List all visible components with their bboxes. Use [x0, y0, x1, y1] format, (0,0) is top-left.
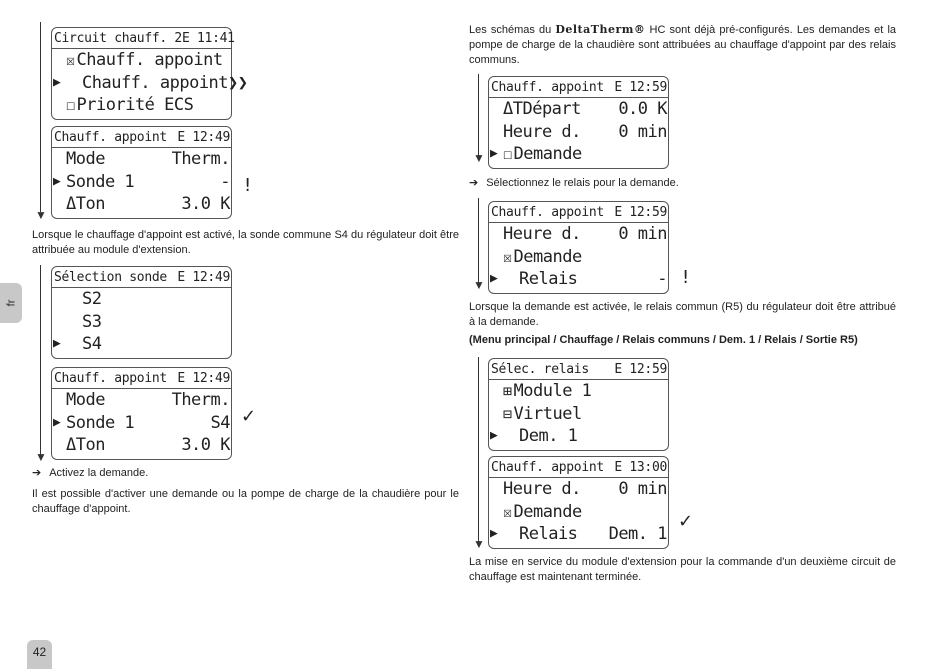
lcd-item: Chauff. appoint — [76, 50, 223, 70]
paragraph: Lorsque le chauffage d'appoint est activé, la sonde commune S4 du régulateur doit être attribuée au module d'extension. — [32, 229, 459, 256]
brand-name: DeltaTherm® — [555, 23, 646, 36]
lcd-chauff-appoint-r2 — [488, 201, 669, 294]
lcd-title: Chauff. appoint — [491, 79, 604, 95]
lcd-item: Heure d. — [503, 121, 581, 142]
lcd-time: E 12:59 — [614, 204, 667, 220]
flow-arrow-down-icon: ▼ — [473, 278, 485, 292]
lcd-item: S4 — [82, 334, 102, 354]
lcd-item: Relais — [519, 524, 578, 544]
flow-arrow-down-icon: ▼ — [473, 151, 485, 165]
checked-box-icon: ☒ — [503, 247, 512, 266]
lcd-selec-relais — [488, 358, 669, 451]
lcd-value: 0 min — [618, 224, 667, 244]
language-tab: fr — [0, 283, 22, 323]
lcd-value: 3.0 K — [181, 194, 230, 214]
lcd-title: Chauff. appoint — [54, 370, 167, 386]
lcd-item: S3 — [82, 311, 102, 332]
lcd-chauff-appoint-r3 — [488, 456, 669, 549]
right-arrow-icon: ➔ — [32, 466, 42, 479]
lcd-item: S2 — [82, 289, 102, 309]
lcd-value: S4 — [210, 412, 230, 433]
lcd-time: E 12:59 — [614, 79, 667, 95]
lcd-value: - — [657, 269, 667, 289]
lcd-value: - — [220, 171, 230, 192]
lcd-title: Chauff. appoint — [54, 129, 167, 145]
menu-path: (Menu principal / Chauffage / Relais communs / Dem. 1 / Relais / Sortie R5) — [469, 334, 858, 346]
cursor-arrow-icon: ▶ — [490, 271, 498, 286]
lcd-title: Chauff. appoint — [491, 459, 604, 475]
lcd-item: Demande — [513, 501, 582, 522]
lcd-item: Chauff. appoint — [82, 72, 229, 93]
cursor-arrow-icon: ▶ — [53, 414, 61, 430]
lcd-time: E 12:49 — [177, 269, 230, 285]
cursor-arrow-icon: ▶ — [53, 173, 61, 189]
collapse-box-icon: ⊟ — [503, 404, 512, 423]
lcd-item: Mode — [66, 149, 105, 169]
lcd-chauff-appoint-r1 — [488, 76, 669, 169]
unchecked-box-icon: ☐ — [66, 96, 75, 114]
paragraph: Les schémas du DeltaTherm® HC sont déjà pré-configurés. Les demandes et la pompe de charge de la chaudière sont attribuées au chauffage d'appoint par des relais communs. — [469, 23, 897, 66]
instruction-step: ➔ Activez la demande. — [32, 466, 149, 479]
lcd-item: ΔTon — [66, 435, 105, 455]
checkmark-icon: ✓ — [678, 511, 694, 532]
flow-arrow-down-icon: ▼ — [35, 208, 47, 222]
lcd-item: Sonde 1 — [66, 412, 135, 433]
lcd-chauff-appoint-2 — [51, 367, 232, 460]
flow-arrow-down-icon: ▼ — [473, 537, 485, 551]
lcd-value: 0 min — [618, 479, 667, 499]
lcd-chauff-appoint-1 — [51, 126, 232, 219]
lcd-value: 0 min — [618, 121, 667, 142]
flow-line — [40, 22, 41, 212]
checked-box-icon: ☒ — [66, 51, 75, 69]
lcd-item: Heure d. — [503, 479, 581, 499]
lcd-item: Demande — [513, 144, 582, 164]
lcd-value: 3.0 K — [181, 435, 230, 455]
expand-box-icon: ⊞ — [503, 382, 512, 400]
lcd-title: Circuit chauff. 2 — [54, 30, 182, 46]
lcd-title: Sélec. relais — [491, 361, 589, 377]
lcd-circuit-chauff — [51, 27, 248, 120]
cursor-arrow-icon: ▶ — [490, 526, 498, 541]
flow-line — [478, 198, 479, 284]
right-arrow-icon: ➔ — [469, 176, 479, 189]
lcd-time: E 12:49 — [177, 370, 230, 386]
lcd-item: Relais — [519, 269, 578, 289]
lcd-time: E 13:00 — [614, 459, 667, 475]
lcd-item: ΔTon — [66, 194, 105, 214]
flow-line — [478, 74, 479, 158]
cursor-arrow-icon: ▶ — [53, 336, 61, 351]
paragraph: Il est possible d'activer une demande ou la pompe de charge de la chaudière pour le chauffage d'appoint. — [32, 488, 459, 515]
lcd-item: Demande — [513, 246, 582, 267]
unchecked-box-icon: ☐ — [503, 145, 512, 163]
flow-arrow-down-icon: ▼ — [35, 450, 47, 464]
page-number: 42 — [27, 640, 52, 669]
warning-mark-icon: ! — [244, 175, 252, 196]
cursor-arrow-icon: ▶ — [490, 146, 498, 161]
lcd-value: Therm. — [171, 390, 230, 410]
lcd-item: Dem. 1 — [519, 426, 578, 446]
lcd-item: Mode — [66, 390, 105, 410]
lcd-time: E 11:41 — [181, 30, 235, 46]
submenu-arrow-icon: ❯❯ — [228, 72, 248, 93]
lcd-selection-sonde — [51, 266, 232, 359]
lcd-item: Virtuel — [513, 403, 582, 424]
lcd-title: Sélection sonde — [54, 269, 167, 285]
paragraph: Lorsque la demande est activée, le relais commun (R5) du régulateur doit être attribué à la demande. — [469, 301, 896, 328]
lcd-time: E 12:49 — [177, 129, 230, 145]
checkmark-icon: ✓ — [241, 406, 257, 427]
instruction-step: ➔ Sélectionnez le relais pour la demande. — [469, 176, 679, 189]
lcd-item: ΔTDépart — [503, 99, 581, 119]
cursor-arrow-icon: ▶ — [53, 74, 61, 90]
checked-box-icon: ☒ — [503, 502, 512, 521]
lcd-item: Sonde 1 — [66, 171, 135, 192]
cursor-arrow-icon: ▶ — [490, 428, 498, 443]
lcd-item: Module 1 — [513, 381, 592, 401]
flow-line — [40, 265, 41, 455]
lcd-title: Chauff. appoint — [491, 204, 604, 220]
lcd-value: Dem. 1 — [608, 524, 667, 544]
lcd-item: Heure d. — [503, 224, 581, 244]
lcd-time: E 12:59 — [614, 361, 667, 377]
paragraph: La mise en service du module d'extension pour la commande d'un deuxième circuit de chauffage est maintenant terminée. — [469, 556, 896, 583]
lcd-value: 0.0 K — [618, 99, 667, 119]
flow-line — [478, 357, 479, 542]
lcd-value: Therm. — [171, 149, 230, 169]
warning-mark-icon: ! — [682, 267, 690, 288]
lcd-item: Priorité ECS — [76, 95, 194, 115]
